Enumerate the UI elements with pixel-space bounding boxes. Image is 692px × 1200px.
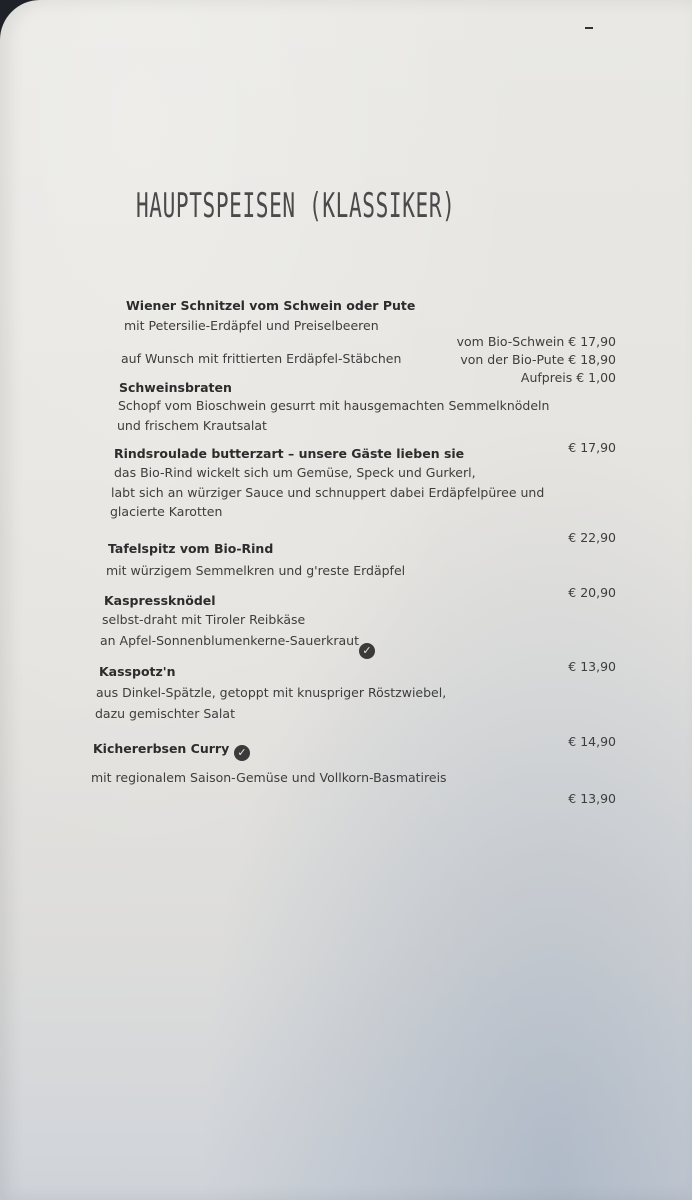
dish-desc-line: selbst-draht mit Tiroler Reibkäse	[102, 612, 306, 627]
dish-price: € 20,90	[568, 585, 616, 600]
dish-desc-line: auf Wunsch mit frittierten Erdäpfel-Stäbchen	[121, 351, 402, 366]
dish-name-wiener-schnitzel: Wiener Schnitzel vom Schwein oder Pute	[126, 298, 416, 313]
dish-name-kasspotzn: Kasspotz'n	[99, 664, 176, 679]
dish-price: € 14,90	[568, 734, 616, 749]
dish-desc-line: mit Petersilie-Erdäpfel und Preiselbeeren	[124, 318, 379, 333]
price-aufpreis: Aufpreis € 1,00	[520, 370, 616, 385]
dish-name-kaspressknoedel: Kaspressknödel	[104, 593, 216, 608]
price-pute: von der Bio-Pute € 18,90	[460, 352, 616, 367]
dish-price: € 13,90	[568, 791, 616, 806]
dish-name-schweinsbraten: Schweinsbraten	[119, 380, 232, 395]
vegetarian-check-icon: ✓	[359, 643, 375, 659]
dish-desc-line: an Apfel-Sonnenblumenkerne-Sauerkraut	[100, 633, 360, 648]
dish-desc-line: glacierte Karotten	[110, 504, 223, 519]
dish-desc-line: das Bio-Rind wickelt sich um Gemüse, Speck und Gurkerl,	[114, 465, 476, 480]
price-schwein: vom Bio-Schwein € 17,90	[456, 334, 616, 349]
dish-desc-line: dazu gemischter Salat	[95, 706, 235, 721]
dish-desc-line: labt sich an würziger Sauce und schnuppert dabei Erdäpfelpüree und	[111, 485, 545, 500]
dish-desc-line: mit regionalem Saison-Gemüse und Vollkorn-Basmatireis	[91, 770, 447, 785]
dish-name-rindsroulade: Rindsroulade butterzart – unsere Gäste lieben sie	[114, 446, 465, 461]
pen-mark	[585, 27, 593, 29]
dish-desc-line: Schopf vom Bioschwein gesurrt mit hausgemachten Semmelknödeln	[118, 398, 550, 413]
vegetarian-check-icon: ✓	[234, 745, 250, 761]
dish-price: € 17,90	[568, 440, 616, 455]
dish-desc-line: und frischem Krautsalat	[117, 418, 267, 433]
dish-name-kichererbsen-curry: Kichererbsen Curry	[93, 741, 230, 756]
menu-title: HAUPTSPEISEN (KLASSIKER)	[136, 186, 456, 226]
dish-desc-line: mit würzigem Semmelkren und g'reste Erdäpfel	[106, 563, 406, 578]
dish-name-tafelspitz: Tafelspitz vom Bio-Rind	[108, 541, 274, 556]
dish-desc-line: aus Dinkel-Spätzle, getoppt mit knuspriger Röstzwiebel,	[96, 685, 447, 700]
dish-price: € 13,90	[568, 659, 616, 674]
dish-price: € 22,90	[568, 530, 616, 545]
